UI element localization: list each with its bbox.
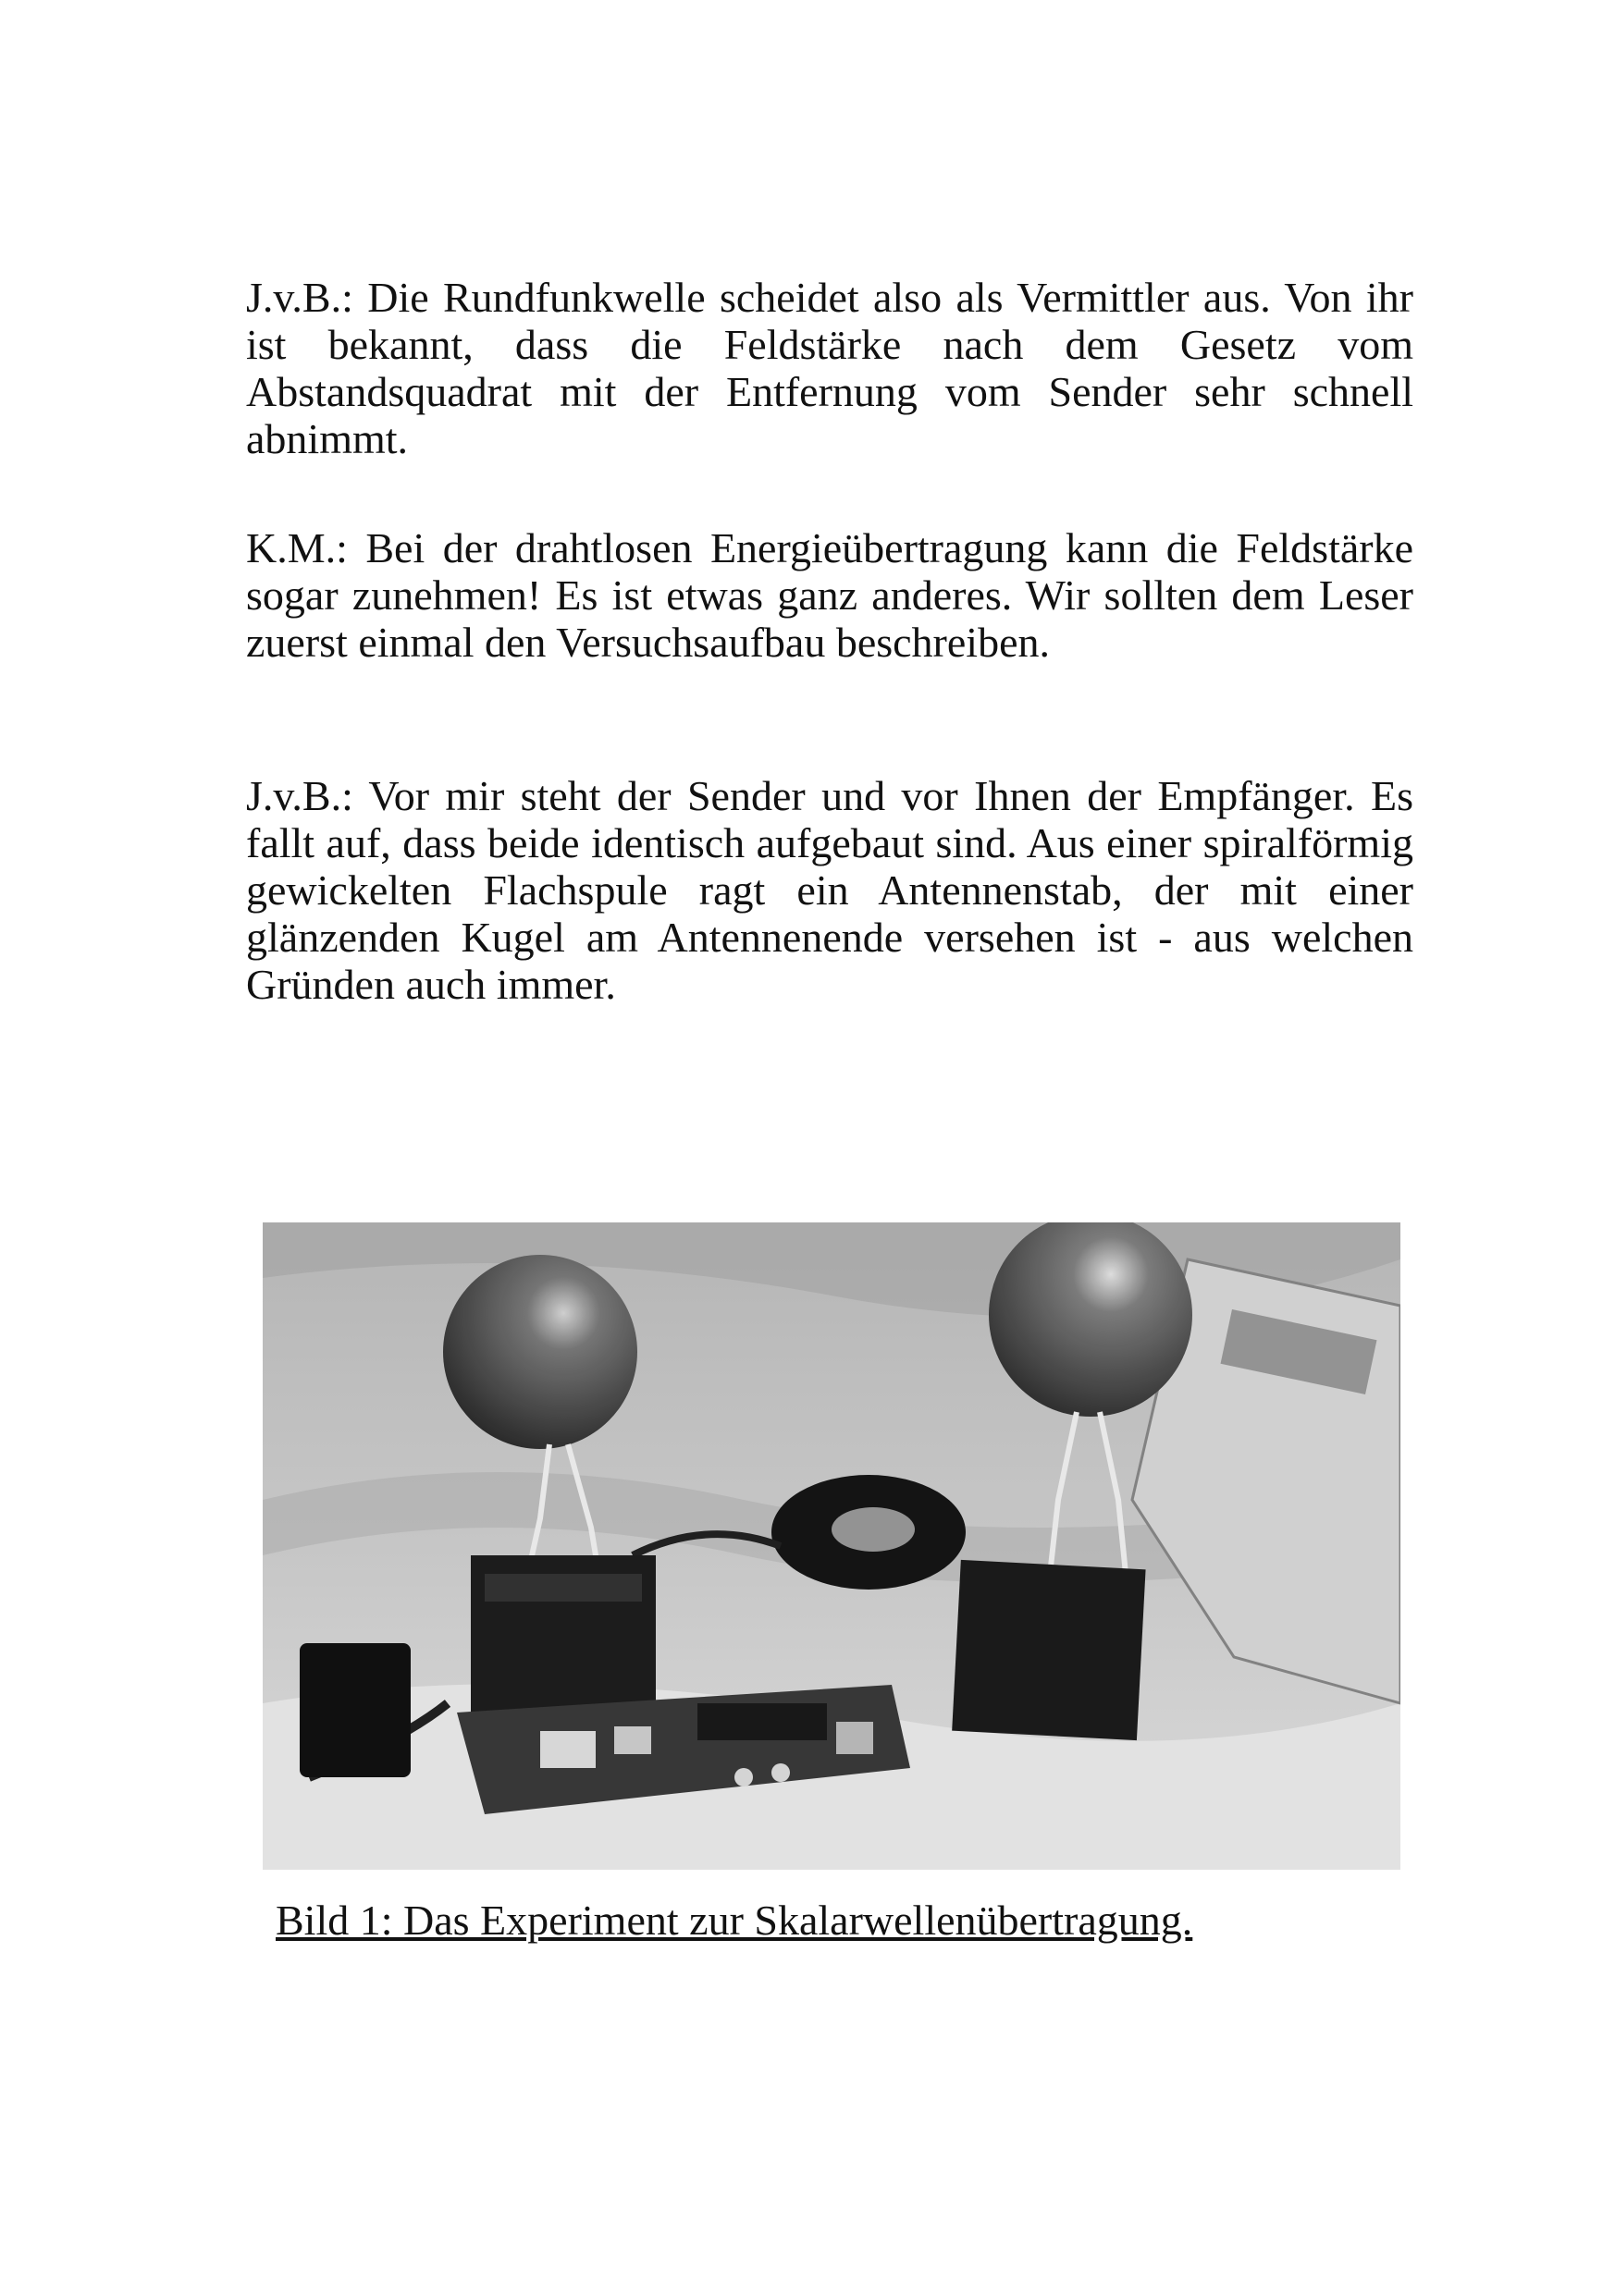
paragraph-3: J.v.B.: Vor mir steht der Sender und vor Ihnen der Empfänger. Es fallt auf, dass beide identisch aufgebaut sind. Aus einer spiralförmig gewickelten Flachspule ragt ein Antennenstab, der mit einer glänzenden Kugel am Antennenende versehen ist - aus welchen Gründen auch immer. — [246, 772, 1413, 1008]
paragraph-2: K.M.: Bei der drahtlosen Energieübertragung kann die Feldstärke sogar zunehmen! Es ist etwas ganz anderes. Wir sollten dem Leser zuerst einmal den Versuchsaufbau beschreiben. — [246, 524, 1413, 666]
paragraph-1: J.v.B.: Die Rundfunkwelle scheidet also als Vermittler aus. Von ihr ist bekannt, dass die Feldstärke nach dem Gesetz vom Abstandsquadrat mit der Entfernung vom Sender sehr schnell abnimmt. — [246, 274, 1413, 462]
experiment-photo — [263, 1222, 1400, 1870]
figure-caption: Bild 1: Das Experiment zur Skalarwellenübertragung. — [276, 1897, 1193, 1944]
